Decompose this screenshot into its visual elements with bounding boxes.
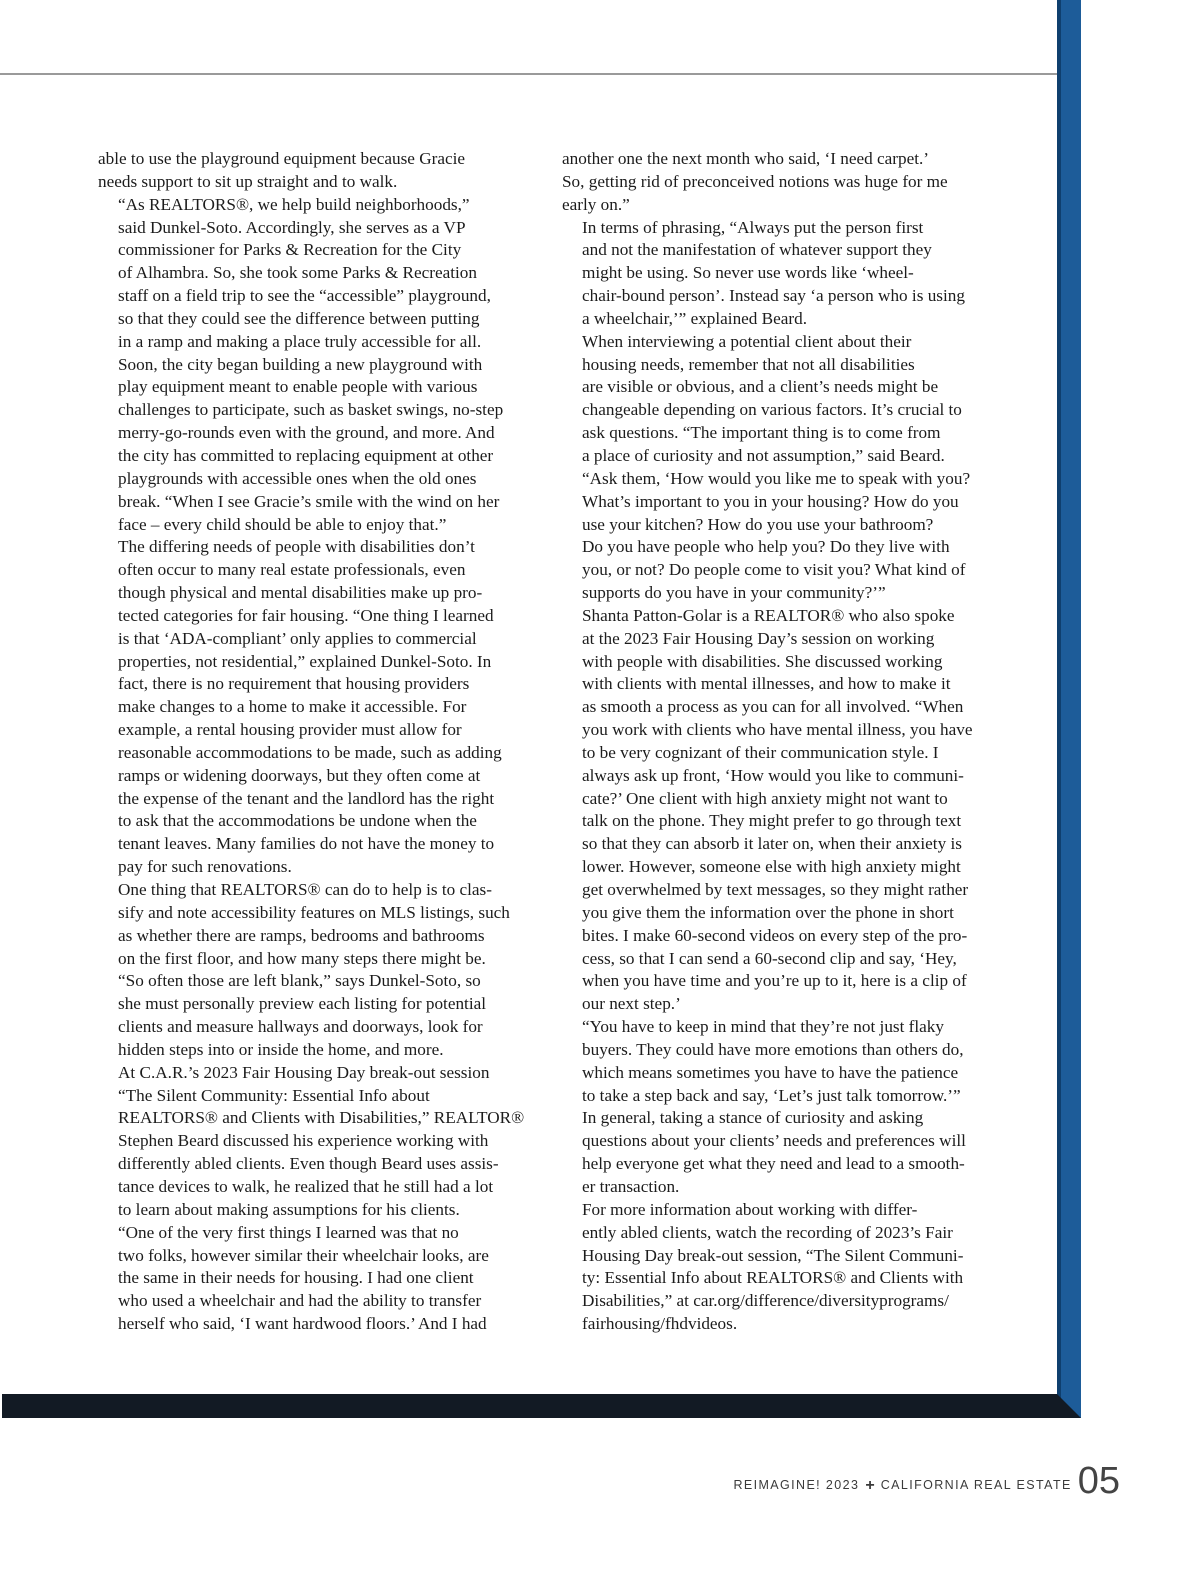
text-line: “Ask them, ‘How would you like me to speak with you? [582, 468, 971, 488]
text-line: sify and note accessibility features on MLS listings, such [118, 902, 510, 922]
text-line: changeable depending on various factors. It’s crucial to [582, 400, 962, 420]
text-line: which means sometimes you have to have the patience [582, 1062, 959, 1082]
text-line: and not the manifestation of whatever support they [582, 240, 932, 260]
header-rule [0, 73, 1058, 75]
text-line: REALTORS® and Clients with Disabilities,” REALTOR® [118, 1108, 525, 1128]
text-line: Housing Day break-out session, “The Silent Communi- [582, 1245, 964, 1265]
text-line: buyers. They could have more emotions than others do, [582, 1039, 964, 1059]
text-line: “One of the very first things I learned was that no [118, 1222, 459, 1242]
paragraph [562, 148, 992, 217]
paragraph [98, 879, 528, 1062]
paragraph [98, 1062, 528, 1222]
text-line: In general, taking a stance of curiosity and asking [582, 1108, 924, 1128]
paragraph [562, 331, 992, 605]
paragraph [98, 148, 528, 194]
text-line: to take a step back and say, ‘Let’s just talk tomorrow.’” [582, 1085, 961, 1105]
text-line: to ask that the accommodations be undone when the [118, 811, 477, 831]
text-line: break. “When I see Gracie’s smile with the wind on her [118, 491, 500, 511]
text-line: fairhousing/fhdvideos. [582, 1314, 738, 1334]
paragraph [562, 217, 992, 331]
page-footer [733, 1462, 1120, 1500]
text-line: so that they can absorb it later on, when their anxiety is [582, 834, 962, 854]
text-line: tenant leaves. Many families do not have the money to [118, 834, 495, 854]
text-line: properties, not residential,” explained Dunkel-Soto. In [118, 651, 492, 671]
text-line: What’s important to you in your housing? How do you [582, 491, 959, 511]
text-line: as whether there are ramps, bedrooms and bathrooms [118, 925, 485, 945]
text-line: hidden steps into or inside the home, and more. [118, 1039, 444, 1059]
text-line: So, getting rid of preconceived notions was huge for me [562, 171, 948, 191]
footer-separator: + [865, 1477, 875, 1494]
text-line: at the 2023 Fair Housing Day’s session on working [582, 628, 935, 648]
text-line: help everyone get what they need and lead to a smooth- [582, 1154, 965, 1174]
text-line: example, a rental housing provider must allow for [118, 720, 462, 740]
paragraph [562, 1107, 992, 1198]
text-line: chair-bound person’. Instead say ‘a person who is using [582, 286, 965, 306]
text-line: play equipment meant to enable people with various [118, 377, 478, 397]
text-line: Stephen Beard discussed his experience working with [118, 1131, 489, 1151]
text-line: supports do you have in your community?’” [582, 583, 886, 603]
paragraph [98, 536, 528, 879]
text-line: you give them the information over the phone in short [582, 902, 954, 922]
text-line: cess, so that I can send a 60-second clip and say, ‘Hey, [582, 948, 957, 968]
text-line: you work with clients who have mental illness, you have [582, 720, 973, 740]
text-line: so that they could see the difference between putting [118, 308, 480, 328]
text-line: are visible or obvious, and a client’s needs might be [582, 377, 939, 397]
text-line: “The Silent Community: Essential Info about [118, 1085, 430, 1105]
text-line: One thing that REALTORS® can do to help is to clas- [118, 880, 492, 899]
text-line: face – every child should be able to enjoy that.” [118, 514, 447, 534]
text-line: the city has committed to replacing equipment at other [118, 445, 494, 465]
text-line: tected categories for fair housing. “One thing I learned [118, 605, 494, 625]
text-line: ty: Essential Info about REALTORS® and Clients with [582, 1268, 964, 1288]
text-line: pay for such renovations. [118, 857, 292, 877]
text-line: ently abled clients, watch the recording of 2023’s Fair [582, 1222, 953, 1242]
text-line: with people with disabilities. She discussed working [582, 651, 943, 671]
text-line: The differing needs of people with disabilities don’t [118, 537, 475, 557]
text-line: to be very cognizant of their communication style. I [582, 742, 939, 762]
text-line: tance devices to walk, he realized that he still had a lot [118, 1176, 494, 1196]
text-line: use your kitchen? How do you use your bathroom? [582, 514, 934, 534]
text-line: a place of curiosity and not assumption,” said Beard. [582, 445, 945, 465]
text-line: said Dunkel-Soto. Accordingly, she serves as a VP [118, 217, 466, 237]
article-column-right [562, 148, 992, 1336]
text-line: bites. I make 60-second videos on every step of the pro- [582, 925, 968, 945]
text-line: in a ramp and making a place truly accessible for all. [118, 331, 482, 351]
text-line: often occur to many real estate professionals, even [118, 560, 466, 580]
text-line: lower. However, someone else with high anxiety might [582, 857, 961, 877]
text-line: talk on the phone. They might prefer to go through text [582, 811, 962, 831]
text-line: two folks, however similar their wheelchair looks, are [118, 1245, 489, 1265]
text-line: fact, there is no requirement that housing providers [118, 674, 470, 694]
text-line: At C.A.R.’s 2023 Fair Housing Day break-out session [118, 1062, 490, 1082]
article-column-left [98, 148, 528, 1336]
text-line: housing needs, remember that not all disabilities [582, 354, 915, 374]
text-line: ramps or widening doorways, but they often come at [118, 765, 481, 785]
paragraph [562, 1199, 992, 1336]
text-line: questions about your clients’ needs and preferences will [582, 1131, 966, 1151]
text-line: another one the next month who said, ‘I need carpet.’ [562, 149, 930, 168]
text-line: is that ‘ADA-compliant’ only applies to commercial [118, 628, 477, 648]
bottom-dark-bar [2, 1394, 1081, 1418]
text-line: differently abled clients. Even though Beard uses assis- [118, 1154, 499, 1174]
text-line: commissioner for Parks & Recreation for the City [118, 240, 462, 260]
text-line: herself who said, ‘I want hardwood floors.’ And I had [118, 1314, 487, 1334]
paragraph [562, 1016, 992, 1107]
text-line: able to use the playground equipment because Gracie [98, 149, 466, 168]
text-line: Disabilities,” at car.org/difference/diversityprograms/ [582, 1291, 949, 1311]
paragraph [98, 194, 528, 537]
text-line: get overwhelmed by text messages, so they might rather [582, 880, 969, 899]
paragraph [562, 605, 992, 1016]
text-line: when you have time and you’re up to it, here is a clip of [582, 971, 967, 991]
text-line: Shanta Patton-Golar is a REALTOR® who also spoke [582, 605, 955, 625]
text-line: the expense of the tenant and the landlord has the right [118, 788, 495, 808]
text-line: clients and measure hallways and doorways, look for [118, 1017, 483, 1037]
text-line: staff on a field trip to see the “accessible” playground, [118, 286, 491, 306]
text-line: early on.” [562, 194, 630, 214]
text-line: always ask up front, ‘How would you like to communi- [582, 765, 964, 785]
text-line: For more information about working with differ- [582, 1199, 918, 1219]
text-line: make changes to a home to make it accessible. For [118, 697, 467, 717]
accent-side-bar-shade [1057, 0, 1061, 1418]
text-line: cate?’ One client with high anxiety might not want to [582, 788, 948, 808]
text-line: In terms of phrasing, “Always put the person first [582, 217, 924, 237]
text-line: a wheelchair,’” explained Beard. [582, 308, 808, 328]
text-line: ask questions. “The important thing is to come from [582, 423, 941, 443]
footer-publication: REIMAGINE! 2023 [733, 1478, 860, 1492]
text-line: of Alhambra. So, she took some Parks & Recreation [118, 263, 477, 283]
text-line: When interviewing a potential client about their [582, 331, 912, 351]
text-line: needs support to sit up straight and to walk. [98, 171, 398, 191]
text-line: challenges to participate, such as basket swings, no-step [118, 400, 504, 420]
text-line: on the first floor, and how many steps there might be. [118, 948, 486, 968]
paragraph [98, 1222, 528, 1336]
text-line: reasonable accommodations to be made, such as adding [118, 742, 502, 762]
text-line: “You have to keep in mind that they’re not just flaky [582, 1017, 944, 1037]
text-line: the same in their needs for housing. I had one client [118, 1268, 474, 1288]
text-line: Do you have people who help you? Do they live with [582, 537, 950, 557]
text-line: who used a wheelchair and had the ability to transfer [118, 1291, 482, 1311]
text-line: she must personally preview each listing for potential [118, 994, 487, 1014]
text-line: er transaction. [582, 1176, 680, 1196]
text-line: you, or not? Do people come to visit you? What kind of [582, 560, 966, 580]
text-line: might be using. So never use words like ‘wheel- [582, 263, 914, 283]
page-number: 05 [1077, 1460, 1120, 1502]
text-line: with clients with mental illnesses, and how to make it [582, 674, 951, 694]
text-line: to learn about making assumptions for his clients. [118, 1199, 460, 1219]
text-line: merry-go-rounds even with the ground, and more. And [118, 423, 495, 443]
text-line: “So often those are left blank,” says Dunkel-Soto, so [118, 971, 481, 991]
text-line: Soon, the city began building a new playground with [118, 354, 483, 374]
text-line: our next step.’ [582, 994, 681, 1014]
text-line: “As REALTORS®, we help build neighborhoods,” [118, 194, 470, 214]
text-line: as smooth a process as you can for all involved. “When [582, 697, 964, 717]
text-line: playgrounds with accessible ones when the old ones [118, 468, 477, 488]
text-line: though physical and mental disabilities make up pro- [118, 583, 483, 603]
footer-magazine-name: CALIFORNIA REAL ESTATE [880, 1478, 1072, 1492]
